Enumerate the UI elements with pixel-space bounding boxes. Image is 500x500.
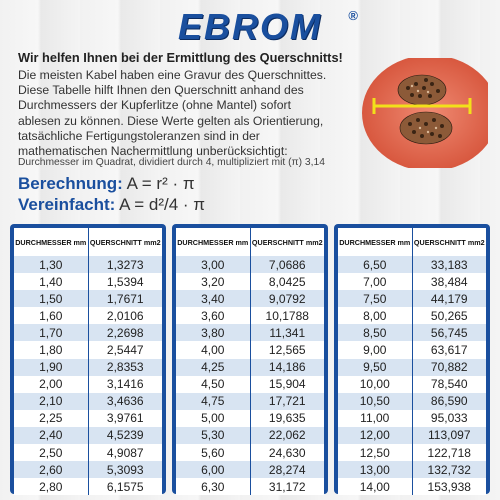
headline: Wir helfen Ihnen bei der Ermittlung des Querschnitts!	[18, 50, 343, 65]
table-row	[14, 273, 162, 290]
cross-section-cell: 2,2698	[88, 324, 162, 341]
table-row	[14, 410, 162, 427]
table-row	[338, 444, 486, 461]
table-row	[176, 273, 324, 290]
cross-section-cell: 4,9087	[88, 444, 162, 461]
cross-section-cell: 15,904	[250, 376, 324, 393]
table-row	[176, 427, 324, 444]
cross-section-table	[14, 228, 162, 495]
table-row	[176, 290, 324, 307]
table-row	[176, 341, 324, 358]
table-row	[176, 461, 324, 478]
diameter-cell: 4,25	[176, 359, 250, 376]
diameter-cell: 4,75	[176, 393, 250, 410]
header-diameter: DURCHMESSER mm	[14, 228, 88, 256]
table-panel-2	[172, 224, 328, 494]
table-row	[14, 290, 162, 307]
cross-section-cell: 153,938	[412, 478, 486, 495]
cross-section-cell: 2,8353	[88, 359, 162, 376]
diameter-cell: 6,00	[176, 461, 250, 478]
diameter-cell: 4,00	[176, 341, 250, 358]
diameter-cell: 5,30	[176, 427, 250, 444]
calculation-label: Berechnung:	[18, 174, 123, 193]
intro-line: mathematischen Nachermittlung unberücksichtigt:	[18, 144, 288, 159]
diameter-cell: 3,80	[176, 324, 250, 341]
diameter-cell: 1,40	[14, 273, 88, 290]
table-row	[176, 324, 324, 341]
cross-section-cell: 6,1575	[88, 478, 162, 495]
table-row	[338, 359, 486, 376]
table-row	[176, 359, 324, 376]
diameter-cell: 3,60	[176, 307, 250, 324]
diameter-cell: 1,30	[14, 256, 88, 273]
diameter-cell: 1,90	[14, 359, 88, 376]
cross-section-cell: 19,635	[250, 410, 324, 427]
table-row	[14, 359, 162, 376]
brand-name: EBROM	[178, 6, 322, 47]
diameter-cell: 3,00	[176, 256, 250, 273]
diameter-cell: 9,50	[338, 359, 412, 376]
table-panel-3	[334, 224, 490, 494]
table-row	[338, 307, 486, 324]
cross-section-cell: 3,1416	[88, 376, 162, 393]
simplified-expression: A = d²/4 · π	[115, 195, 206, 214]
cross-section-cell: 11,341	[250, 324, 324, 341]
cross-section-cell: 10,1788	[250, 307, 324, 324]
cross-section-cell: 7,0686	[250, 256, 324, 273]
cross-section-cell: 3,4636	[88, 393, 162, 410]
cross-section-cell: 17,721	[250, 393, 324, 410]
cross-section-cell: 56,745	[412, 324, 486, 341]
diameter-cell: 5,60	[176, 444, 250, 461]
table-row	[176, 410, 324, 427]
intro-text	[18, 68, 373, 159]
intro-line: ablesen zu können. Diese Werte gelten als Orientierung,	[18, 113, 324, 128]
diameter-cell: 3,20	[176, 273, 250, 290]
diameter-cell: 8,50	[338, 324, 412, 341]
cross-section-cell: 14,186	[250, 359, 324, 376]
diameter-cell: 2,60	[14, 461, 88, 478]
table-row	[338, 478, 486, 495]
diameter-cell: 1,70	[14, 324, 88, 341]
diameter-cell: 14,00	[338, 478, 412, 495]
diameter-cell: 1,60	[14, 307, 88, 324]
table-row	[14, 256, 162, 273]
intro-line: tatsächliche Fertigungstoleranzen sind in der	[18, 128, 260, 143]
diameter-cell: 8,00	[338, 307, 412, 324]
ebrom-logo	[140, 8, 360, 46]
cross-section-cell: 122,718	[412, 444, 486, 461]
cross-section-cell: 24,630	[250, 444, 324, 461]
table-row	[338, 393, 486, 410]
cross-section-cell: 9,0792	[250, 290, 324, 307]
diameter-cell: 11,00	[338, 410, 412, 427]
cross-section-cell: 33,183	[412, 256, 486, 273]
simplified-label: Vereinfacht:	[18, 195, 116, 214]
table-row	[176, 376, 324, 393]
cross-section-cell: 38,484	[412, 273, 486, 290]
cross-section-cell: 1,5394	[88, 273, 162, 290]
diameter-cell: 2,80	[14, 478, 88, 495]
diameter-cell: 2,40	[14, 427, 88, 444]
cross-section-cell: 5,3093	[88, 461, 162, 478]
diameter-cell: 7,00	[338, 273, 412, 290]
table-row	[338, 376, 486, 393]
cross-section-cell: 95,033	[412, 410, 486, 427]
diameter-cell: 13,00	[338, 461, 412, 478]
table-row	[14, 444, 162, 461]
cross-section-cell: 86,590	[412, 393, 486, 410]
diameter-cell: 2,10	[14, 393, 88, 410]
cross-section-table	[176, 228, 324, 495]
cross-section-cell: 113,097	[412, 427, 486, 444]
cross-section-cell: 31,172	[250, 478, 324, 495]
table-row	[14, 478, 162, 495]
diameter-cell: 10,00	[338, 376, 412, 393]
table-row	[338, 256, 486, 273]
table-row	[14, 341, 162, 358]
diameter-cell: 6,30	[176, 478, 250, 495]
header-diameter: DURCHMESSER mm	[176, 228, 250, 256]
table-row	[338, 410, 486, 427]
calculation-expression: A = r² · π	[122, 174, 195, 193]
table-row	[14, 376, 162, 393]
cross-section-table	[338, 228, 486, 495]
table-row	[14, 461, 162, 478]
cross-section-cell: 78,540	[412, 376, 486, 393]
diameter-cell: 2,25	[14, 410, 88, 427]
cross-section-cell: 12,565	[250, 341, 324, 358]
cross-section-cell: 132,732	[412, 461, 486, 478]
cross-section-cell: 4,5239	[88, 427, 162, 444]
table-row	[338, 290, 486, 307]
table-row	[176, 307, 324, 324]
cross-section-cell: 22,062	[250, 427, 324, 444]
diameter-cell: 9,00	[338, 341, 412, 358]
diameter-cell: 4,50	[176, 376, 250, 393]
diameter-cell: 1,50	[14, 290, 88, 307]
intro-line: Diese Tabelle hilft Ihnen den Querschnitt anhand des	[18, 83, 304, 98]
diameter-cell: 1,80	[14, 341, 88, 358]
table-row	[14, 393, 162, 410]
diameter-cell: 5,00	[176, 410, 250, 427]
cross-section-cell: 8,0425	[250, 273, 324, 290]
table-row	[338, 461, 486, 478]
intro-line: Durchmessers der Kupferlitze (ohne Mantel) sofort	[18, 98, 291, 113]
table-row	[338, 427, 486, 444]
table-row	[338, 341, 486, 358]
header-diameter: DURCHMESSER mm	[338, 228, 412, 256]
diameter-cell: 7,50	[338, 290, 412, 307]
cross-section-cell: 44,179	[412, 290, 486, 307]
cross-section-cell: 63,617	[412, 341, 486, 358]
header-cross-section: QUERSCHNITT mm2	[88, 228, 162, 256]
header-cross-section: QUERSCHNITT mm2	[412, 228, 486, 256]
intro-line: Die meisten Kabel haben eine Gravur des Querschnittes.	[18, 68, 327, 82]
diameter-cell: 2,00	[14, 376, 88, 393]
table-row	[176, 256, 324, 273]
table-row	[14, 427, 162, 444]
table-row	[14, 324, 162, 341]
cross-section-cell: 70,882	[412, 359, 486, 376]
diameter-cell: 6,50	[338, 256, 412, 273]
cross-section-cell: 50,265	[412, 307, 486, 324]
table-row	[14, 307, 162, 324]
table-row	[176, 444, 324, 461]
cross-section-cell: 28,274	[250, 461, 324, 478]
simplified-formula	[18, 195, 205, 215]
cross-section-cell: 3,9761	[88, 410, 162, 427]
table-row	[176, 478, 324, 495]
header-cross-section: QUERSCHNITT mm2	[250, 228, 324, 256]
diameter-cell: 3,40	[176, 290, 250, 307]
cross-section-cell: 1,7671	[88, 290, 162, 307]
cross-section-cell: 2,5447	[88, 341, 162, 358]
cross-section-cell: 2,0106	[88, 307, 162, 324]
table-row	[338, 273, 486, 290]
cross-section-cell: 1,3273	[88, 256, 162, 273]
formula-description: Durchmesser im Quadrat, dividiert durch 4, multipliziert mit (π) 3,14	[18, 157, 325, 168]
calculation-formula	[18, 174, 195, 194]
diameter-cell: 2,50	[14, 444, 88, 461]
diameter-cell: 12,50	[338, 444, 412, 461]
cable-cross-section-image	[360, 58, 488, 168]
table-row	[176, 393, 324, 410]
diameter-cell: 12,00	[338, 427, 412, 444]
table-panel-1	[10, 224, 166, 494]
table-row	[338, 324, 486, 341]
registered-mark: ®	[348, 8, 358, 23]
diameter-cell: 10,50	[338, 393, 412, 410]
